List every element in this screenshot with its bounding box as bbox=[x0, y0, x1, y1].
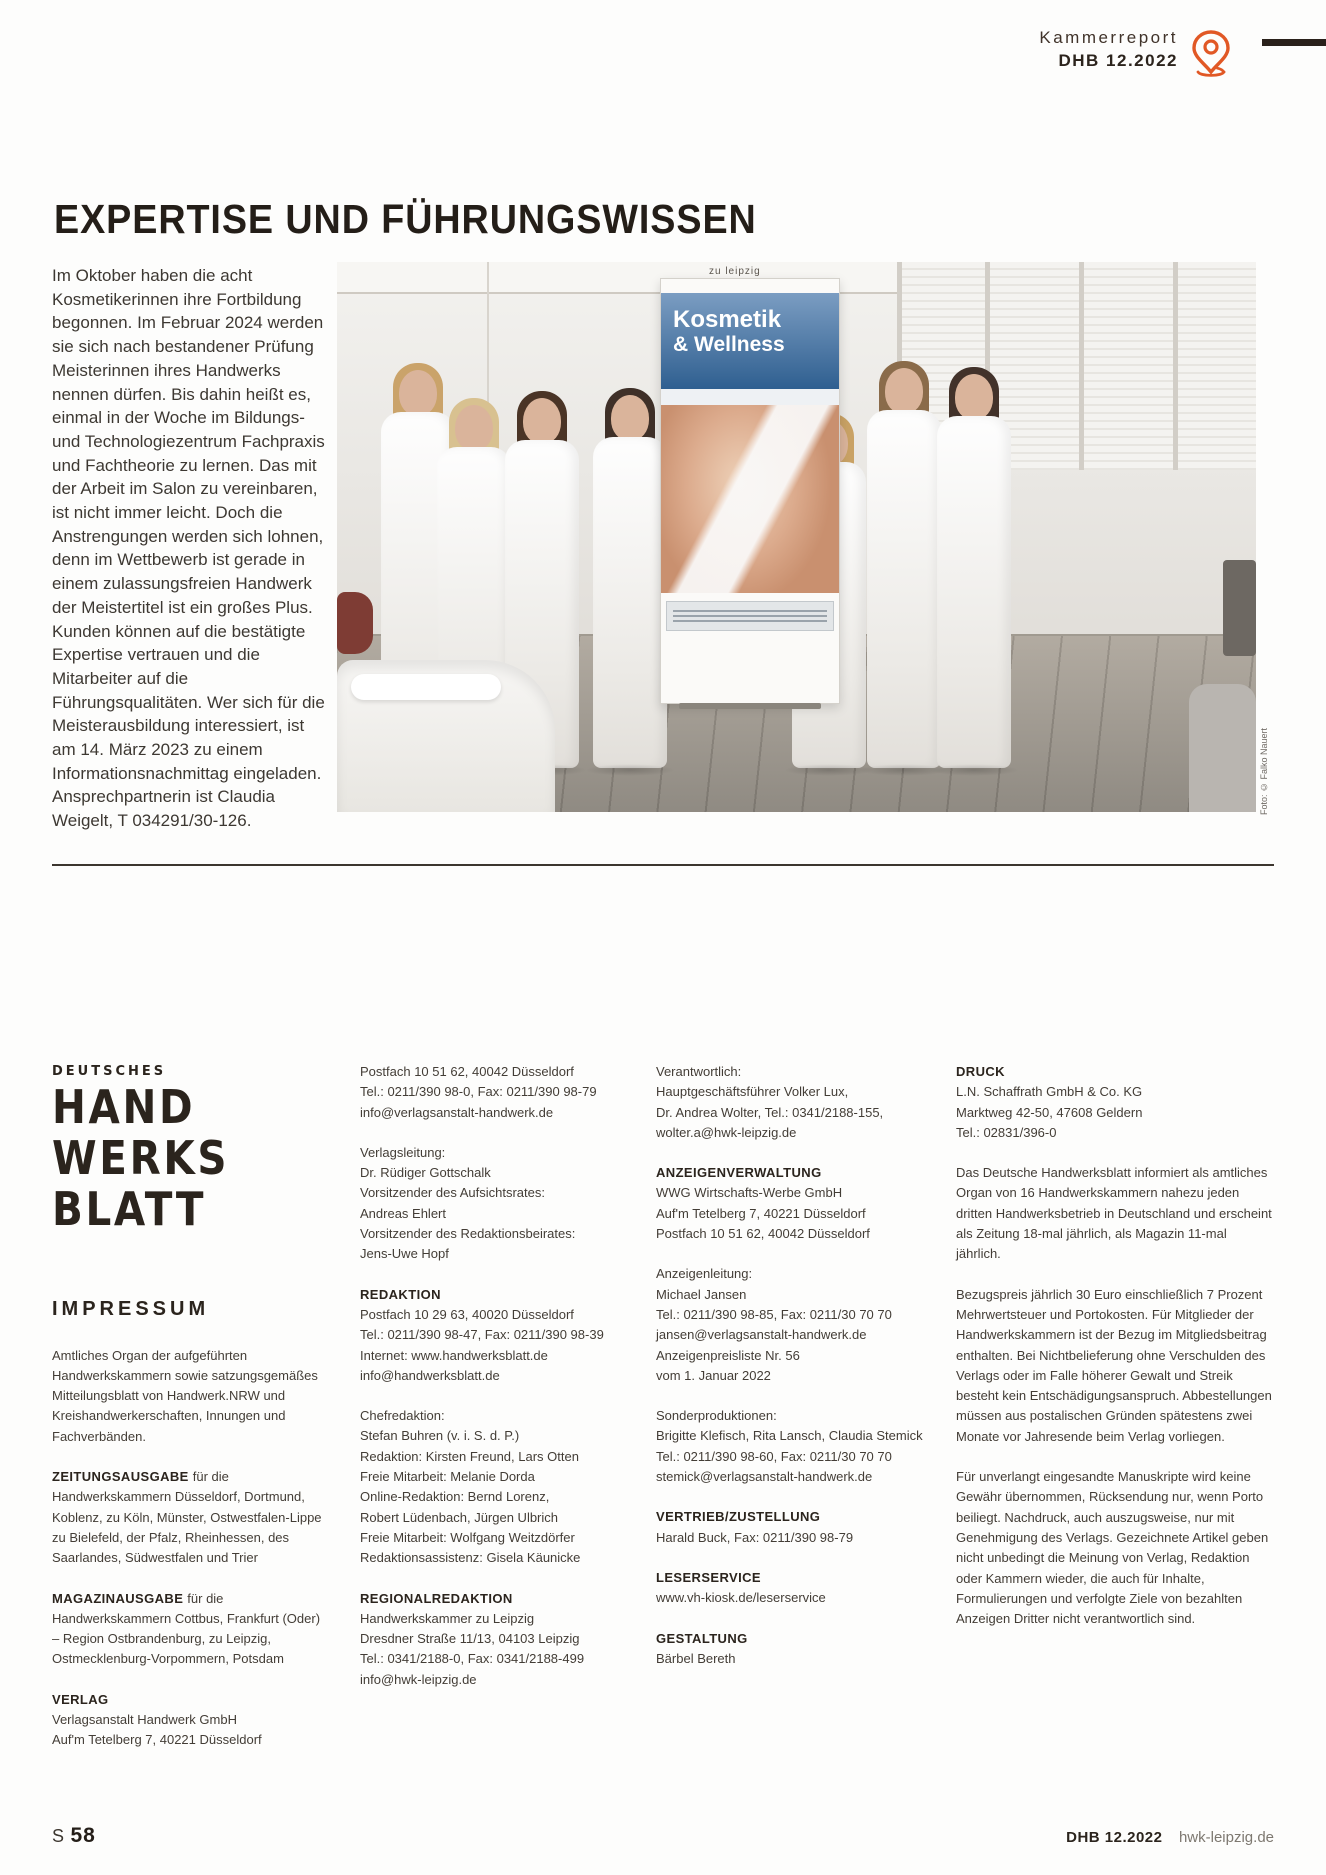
impressum-line: Stefan Buhren (v. i. S. d. P.) bbox=[360, 1428, 520, 1444]
impressum-line: Tel.: 02831/396-0 bbox=[956, 1124, 1057, 1140]
impressum-block bbox=[656, 1629, 932, 1670]
person-head bbox=[523, 398, 561, 444]
treatment-bed bbox=[337, 660, 555, 812]
page-number bbox=[52, 1824, 96, 1848]
kicker-label: Kammerreport bbox=[1039, 28, 1178, 47]
impressum-line: Anzeigenleitung: bbox=[656, 1266, 753, 1282]
impressum-line: Tel.: 0211/390 98-47, Fax: 0211/390 98-39 bbox=[360, 1327, 604, 1343]
page-kicker bbox=[1039, 28, 1178, 71]
impressum-line: Redaktionsassistenz: Gisela Käunicke bbox=[360, 1550, 581, 1566]
window-frame bbox=[1079, 262, 1084, 470]
impressum-line: Internet: www.handwerksblatt.de bbox=[360, 1347, 548, 1363]
person-figure bbox=[937, 372, 1011, 768]
impressum-line: Sonderproduktionen: bbox=[656, 1408, 777, 1424]
impressum-block bbox=[956, 1467, 1274, 1629]
wall-sign: zu leipzig bbox=[709, 266, 761, 277]
impressum-block bbox=[52, 1589, 328, 1670]
red-pillow bbox=[337, 592, 373, 654]
impressum-line: Chefredaktion: bbox=[360, 1408, 445, 1424]
caption-textline bbox=[673, 615, 826, 617]
equipment-stand bbox=[1223, 560, 1256, 656]
impressum-line: Dr. Rüdiger Gottschalk bbox=[360, 1165, 491, 1181]
photo-credit: Foto: © Falko Nauert bbox=[1259, 727, 1269, 815]
impressum-block bbox=[656, 1507, 932, 1548]
banner-face-image bbox=[661, 405, 839, 593]
impressum-line: Verantwortlich: bbox=[656, 1064, 742, 1079]
impressum-line: Freie Mitarbeit: Melanie Dorda bbox=[360, 1469, 535, 1485]
impressum-column-4 bbox=[956, 1062, 1274, 1649]
banner-title-line2: & Wellness bbox=[673, 333, 785, 356]
impressum-line: Postfach 10 51 62, 40042 Düsseldorf bbox=[360, 1064, 574, 1079]
impressum-line: Andreas Ehlert bbox=[360, 1205, 446, 1221]
article-body: Im Oktober haben die acht Kosmetikerinnen ihre Fortbildung begonnen. Im Februar 2024 werden sie sich nach bestandener Prüfung Meisterinnen ihres Handwerks nennen dürfen. Bis dahin heißt es, einmal in der Woche im Bildungs- und Technologiezentrum Fachpraxis und Fachtheorie zu lernen. Das mit der Arbeit im Salon zu vereinbaren, ist nicht immer leicht. Doch die Anstrengungen werden sich lohnen, denn im Wettbewerb ist gerade in einem zulassungsfreien Handwerk der Meistertitel ist ein großes Plus. Kunden können auf die bestätigte Expertise vertrauen und die Mitarbeiter auf die Führungsqualitäten. Wer sich für die Meisterausbildung interessiert, ist am 14. März 2023 zu einem Informationsnachmittag eingeladen. Ansprechpartnerin ist Claudia Weigelt, T 034291/30-126. bbox=[52, 266, 325, 831]
impressum-paragraph: Für unverlangt eingesandte Manuskripte wird keine Gewähr übernommen, Rücksendung nur, wenn Porto beiliegt. Nachdruck, auch auszugsweise, nur mit Genehmigung des Verlags. Gezeichnete Artikel geben nicht unbedingt die Meinung von Verlag, Redaktion oder Kammern wieder, die auch für Inhalte, Formulierungen und verfolgte Ziele von bezahlten Anzeigen Dritter nicht verantwortlich sind. bbox=[956, 1469, 1269, 1627]
footer-right bbox=[1066, 1829, 1274, 1847]
impressum-block bbox=[52, 1467, 328, 1568]
logo-line: BLATT bbox=[52, 1182, 207, 1237]
impressum-paragraph: Das Deutsche Handwerksblatt informiert als amtliches Organ von 16 Handwerkskammern nahezu jeden dritten Handwerksbetrieb in Deutschland und erscheint als Zeitung 18-mal jährlich, als Magazin 11-mal jährlich. bbox=[956, 1165, 1272, 1262]
person-head bbox=[455, 405, 493, 451]
stool bbox=[1189, 684, 1256, 812]
impressum-heading: VERTRIEB/ZUSTELLUNG bbox=[656, 1509, 821, 1525]
impressum-line: Vorsitzender des Aufsichtsrates: bbox=[360, 1185, 545, 1201]
impressum-heading: REDAKTION bbox=[360, 1286, 441, 1302]
impressum-paragraph: Amtliches Organ der aufgeführten Handwerkskammern sowie satzungsgemäßes Mitteilungsblatt von Handwerk.NRW und Kreishandwerkerschaften, Innungen und Fachverbänden. bbox=[52, 1347, 318, 1444]
person-head bbox=[399, 370, 437, 416]
person-shadow bbox=[585, 764, 675, 776]
impressum-line: Brigitte Klefisch, Rita Lansch, Claudia Stemick bbox=[656, 1428, 923, 1444]
person-shadow bbox=[929, 764, 1019, 776]
person-body bbox=[937, 416, 1011, 768]
logo-block bbox=[52, 1062, 328, 1235]
page-number-value: 58 bbox=[70, 1824, 96, 1847]
impressum-line: Redaktion: Kirsten Freund, Lars Otten bbox=[360, 1448, 579, 1464]
rollup-banner bbox=[660, 278, 840, 704]
impressum-line: jansen@verlagsanstalt-handwerk.de bbox=[656, 1327, 867, 1343]
impressum-block bbox=[360, 1062, 630, 1123]
impressum-block bbox=[52, 1690, 328, 1751]
impressum-column-3 bbox=[656, 1062, 932, 1689]
impressum-block bbox=[360, 1285, 630, 1386]
person-head bbox=[885, 368, 923, 414]
impressum-line: Robert Lüdenbach, Jürgen Ulbrich bbox=[360, 1509, 559, 1525]
impressum-line: Auf'm Tetelberg 7, 40221 Düsseldorf bbox=[656, 1205, 866, 1221]
impressum-heading: DRUCK bbox=[956, 1064, 1005, 1079]
banner-base bbox=[679, 703, 821, 709]
impressum-line: Verlagsanstalt Handwerk GmbH bbox=[52, 1712, 237, 1728]
caption-textline bbox=[673, 610, 826, 612]
header-rule bbox=[1262, 39, 1326, 46]
window-frame bbox=[1173, 262, 1178, 470]
impressum-block bbox=[656, 1264, 932, 1386]
impressum-line: vom 1. Januar 2022 bbox=[656, 1367, 771, 1383]
issue-label: DHB 12.2022 bbox=[1058, 51, 1178, 70]
impressum-line: Tel.: 0211/390 98-0, Fax: 0211/390 98-79 bbox=[360, 1084, 597, 1100]
impressum-heading: GESTALTUNG bbox=[656, 1630, 748, 1646]
impressum-blocks bbox=[52, 1346, 328, 1751]
impressum-block bbox=[52, 1346, 328, 1447]
impressum-block bbox=[656, 1062, 932, 1143]
article-photo bbox=[337, 262, 1256, 812]
impressum-line: Dr. Andrea Wolter, Tel.: 0341/2188-155, bbox=[656, 1104, 884, 1120]
impressum-column-2 bbox=[360, 1062, 630, 1710]
impressum-column-1 bbox=[52, 1062, 328, 1771]
impressum-line: Auf'm Tetelberg 7, 40221 Düsseldorf bbox=[52, 1732, 262, 1748]
impressum-line: Jens-Uwe Hopf bbox=[360, 1246, 449, 1262]
person-head bbox=[611, 395, 649, 441]
impressum-line: Postfach 10 29 63, 40020 Düsseldorf bbox=[360, 1306, 574, 1322]
impressum-heading: REGIONALREDAKTION bbox=[360, 1590, 513, 1606]
impressum-block bbox=[656, 1163, 932, 1244]
impressum-block bbox=[956, 1062, 1274, 1143]
location-pin-icon bbox=[1188, 28, 1234, 80]
impressum-block bbox=[360, 1406, 630, 1568]
impressum-line: www.vh-kiosk.de/leserservice bbox=[656, 1590, 826, 1606]
footer-issue: DHB 12.2022 bbox=[1066, 1829, 1163, 1846]
logo-kicker: DEUTSCHES bbox=[52, 1064, 167, 1079]
person-body bbox=[593, 437, 667, 768]
person-head bbox=[955, 374, 993, 420]
banner-subheader bbox=[661, 389, 839, 405]
impressum-line: Vorsitzender des Redaktionsbeirates: bbox=[360, 1226, 576, 1242]
towel-roll bbox=[351, 674, 501, 700]
impressum-line: Anzeigenpreisliste Nr. 56 bbox=[656, 1347, 800, 1363]
impressum-block bbox=[956, 1163, 1274, 1264]
impressum-section bbox=[52, 1062, 1274, 1762]
impressum-block bbox=[656, 1406, 932, 1487]
section-divider bbox=[52, 864, 1274, 866]
impressum-line: Handwerkskammer zu Leipzig bbox=[360, 1610, 535, 1626]
impressum-line: Harald Buck, Fax: 0211/390 98-79 bbox=[656, 1529, 854, 1545]
impressum-line: L.N. Schaffrath GmbH & Co. KG bbox=[956, 1084, 1143, 1100]
impressum-heading: ANZEIGENVERWALTUNG bbox=[656, 1165, 822, 1181]
impressum-line: Online-Redaktion: Bernd Lorenz, bbox=[360, 1489, 550, 1505]
impressum-block bbox=[360, 1143, 630, 1265]
impressum-paragraph: MAGAZINAUSGABE für die Handwerkskammern Cottbus, Frankfurt (Oder) – Region Ostbrandenburg, zu Leipzig, Ostmecklenburg-Vorpommern, Potsdam bbox=[52, 1590, 321, 1667]
impressum-line: Hauptgeschäftsführer Volker Lux, bbox=[656, 1084, 849, 1100]
impressum-line: info@handwerksblatt.de bbox=[360, 1367, 500, 1383]
impressum-line: Michael Jansen bbox=[656, 1286, 747, 1302]
banner-title-line1: Kosmetik bbox=[673, 306, 782, 333]
impressum-line: Freie Mitarbeit: Wolfgang Weitzdörfer bbox=[360, 1529, 575, 1545]
impressum-block bbox=[360, 1589, 630, 1690]
caption-textline bbox=[673, 620, 826, 622]
banner-caption-box bbox=[666, 601, 833, 631]
impressum-line: info@hwk-leipzig.de bbox=[360, 1671, 477, 1687]
impressum-heading: LESERSERVICE bbox=[656, 1569, 761, 1585]
impressum-line: info@verlagsanstalt-handwerk.de bbox=[360, 1104, 554, 1120]
impressum-line: WWG Wirtschafts-Werbe GmbH bbox=[656, 1185, 843, 1201]
impressum-block bbox=[956, 1285, 1274, 1447]
impressum-line: Tel.: 0211/390 98-85, Fax: 0211/30 70 70 bbox=[656, 1306, 892, 1322]
impressum-line: Verlagsleitung: bbox=[360, 1144, 446, 1160]
impressum-line: stemick@verlagsanstalt-handwerk.de bbox=[656, 1469, 873, 1485]
impressum-title: IMPRESSUM bbox=[52, 1298, 210, 1321]
page-footer bbox=[52, 1824, 1274, 1848]
impressum-line: wolter.a@hwk-leipzig.de bbox=[656, 1124, 797, 1140]
impressum-line: Marktweg 42-50, 47608 Geldern bbox=[956, 1104, 1143, 1120]
logo-line: WERKS bbox=[52, 1131, 230, 1186]
impressum-heading: VERLAG bbox=[52, 1691, 109, 1707]
article-title: EXPERTISE UND FÜHRUNGSWISSEN bbox=[54, 196, 757, 242]
impressum-block bbox=[656, 1568, 932, 1609]
person-figure bbox=[593, 393, 667, 768]
person-figure bbox=[867, 366, 941, 768]
impressum-paragraph: Bezugspreis jährlich 30 Euro einschließlich 7 Prozent Mehrwertsteuer und Portokosten. Für Mitglieder der Handwerkskammern ist der Bezug im Mitgliedsbeitrag enthalten. Bei Nichtbelieferung ohne Verschulden des Verlags oder im Falle höherer Gewalt und Streik besteht kein Entschädigungsanspruch. Abbestellungen müssen aus postalischen Gründen spätestens zwei Monate vor Jahresende beim Verlag vorliegen. bbox=[956, 1286, 1272, 1444]
impressum-line: Tel.: 0341/2188-0, Fax: 0341/2188-499 bbox=[360, 1651, 585, 1667]
person-body bbox=[867, 410, 941, 768]
impressum-line: Bärbel Bereth bbox=[656, 1650, 736, 1666]
footer-website: hwk-leipzig.de bbox=[1178, 1829, 1274, 1846]
logo-line: HAND bbox=[52, 1080, 196, 1135]
impressum-line: Dresdner Straße 11/13, 04103 Leipzig bbox=[360, 1631, 580, 1647]
impressum-line: Tel.: 0211/390 98-60, Fax: 0211/30 70 70 bbox=[656, 1448, 892, 1464]
impressum-paragraph: ZEITUNGSAUSGABE für die Handwerkskammern Düsseldorf, Dortmund, Koblenz, zu Köln, Münster, Ostwestfalen-Lippe zu Bielefeld, der Pfalz, Rheinhessen, des Saarlandes, Südwestfalen und Trier bbox=[52, 1469, 322, 1566]
page-prefix: S bbox=[52, 1826, 67, 1846]
impressum-line: Postfach 10 51 62, 40042 Düsseldorf bbox=[656, 1226, 870, 1242]
banner-header bbox=[661, 293, 839, 389]
